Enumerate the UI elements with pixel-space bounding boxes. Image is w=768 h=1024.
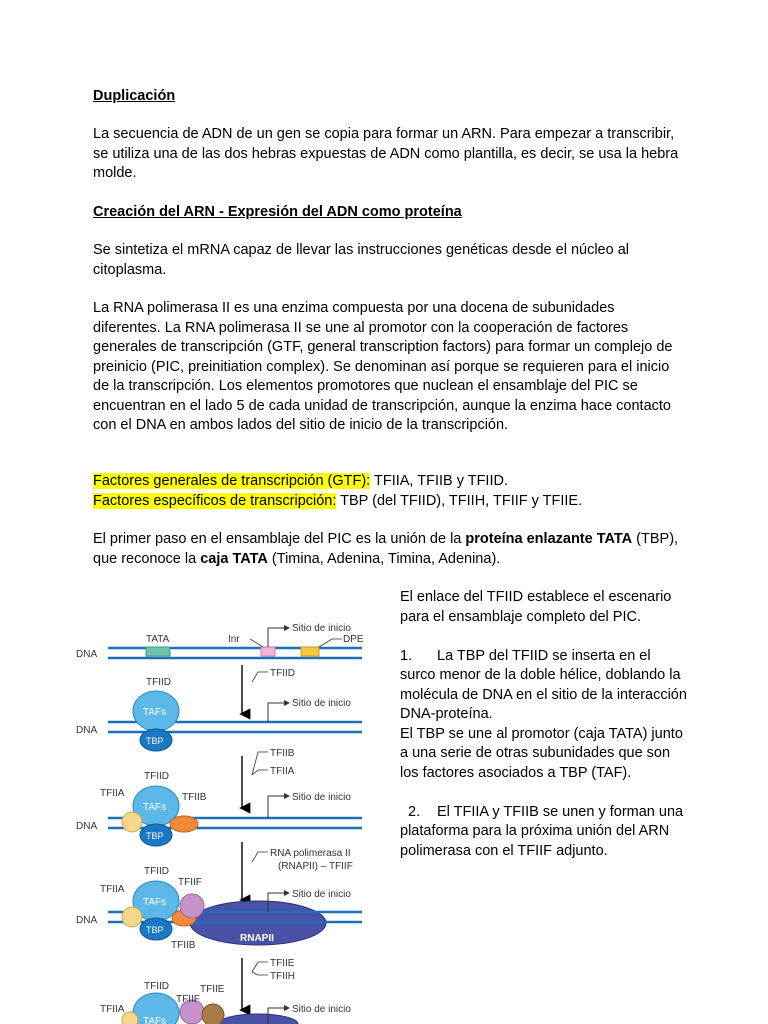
tfiif-blob-4 bbox=[180, 894, 204, 918]
start-site-arrowhead-2 bbox=[284, 700, 290, 706]
dpe-label: DPE bbox=[343, 634, 364, 645]
start-site-arrowhead-5 bbox=[284, 1005, 290, 1011]
tbp-label-2: TBP bbox=[146, 736, 164, 746]
tfiia-label-5: TFIIA bbox=[100, 1004, 125, 1015]
side-column bbox=[400, 588, 690, 861]
tafs-label-2: TAFs bbox=[143, 707, 167, 718]
tfiie-label-5: TFIIE bbox=[200, 984, 225, 995]
dna-label-3: DNA bbox=[76, 821, 98, 832]
item-1-number: 1. bbox=[400, 647, 413, 664]
tafs-label-5: TAFs bbox=[143, 1016, 167, 1024]
side-intro: El enlace del TFIID establece el escenario para el ensamblaje completo del PIC. bbox=[400, 589, 672, 625]
start-site-label-5: Sitio de inicio bbox=[292, 1004, 351, 1015]
heading-duplicacion: Duplicación bbox=[93, 88, 176, 104]
tfiia-blob-3 bbox=[122, 812, 142, 832]
tfiid-label-3: TFIID bbox=[144, 771, 169, 782]
start-site-arrow-3 bbox=[268, 796, 284, 818]
panel-tfiid bbox=[76, 677, 362, 751]
tfiif-label-5: TFIIF bbox=[176, 994, 200, 1005]
rnapii-tfiif-label: (RNAPII) – TFIIF bbox=[278, 861, 353, 872]
gtf-line bbox=[93, 472, 683, 492]
tfiie-blob-5 bbox=[202, 1004, 224, 1024]
dna-label-2: DNA bbox=[76, 725, 98, 736]
start-site-arrow-2 bbox=[268, 703, 284, 722]
dna-label-4: DNA bbox=[76, 915, 98, 926]
start-site-arrowhead-3 bbox=[284, 793, 290, 799]
tata-bold-tbp: proteína enlazante TATA bbox=[465, 531, 633, 547]
paragraph-mrna: Se sintetiza el mRNA capaz de llevar las instrucciones genéticas desde el núcleo al citoplasma. bbox=[93, 242, 629, 278]
start-site-arrowhead-1 bbox=[284, 625, 290, 631]
gtf-value: TFIIA, TFIIB y TFIID. bbox=[370, 473, 508, 489]
paragraph-adn-copia: La secuencia de ADN de un gen se copia para formar un ARN. Para empezar a transcribir, se utiliza una de las dos hebras expuestas de ADN como plantilla, es decir, se usa la hebra molde. bbox=[93, 126, 679, 181]
tata-label: TATA bbox=[146, 634, 170, 645]
tfiia-label-3: TFIIA bbox=[100, 788, 125, 799]
rnapii-label-4: RNAPII bbox=[240, 933, 274, 944]
panel-promoter bbox=[76, 623, 364, 660]
tfiia-add-label: TFIIA bbox=[270, 766, 295, 777]
tfiib-add-pointer bbox=[252, 752, 268, 775]
dpe-box bbox=[301, 647, 319, 656]
inr-label: Inr bbox=[228, 634, 240, 645]
tfiia-blob-4 bbox=[122, 907, 142, 927]
tfiia-label-4: TFIIA bbox=[100, 884, 125, 895]
start-site-label-3: Sitio de inicio bbox=[292, 792, 351, 803]
item-2-number: 2. bbox=[408, 803, 421, 820]
specific-value: TBP (del TFIID), TFIIH, TFIIF y TFIIE. bbox=[336, 492, 583, 509]
tata-box bbox=[146, 647, 170, 656]
tfiih-add-label: TFIIH bbox=[270, 971, 295, 982]
start-site-label-1: Sitio de inicio bbox=[292, 623, 351, 634]
dna-label-1: DNA bbox=[76, 649, 98, 660]
tata-text-1: El primer paso en el ensamblaje del PIC es la unión de la bbox=[93, 531, 466, 547]
pic-assembly-diagram bbox=[70, 610, 370, 1024]
paragraph-tata bbox=[93, 530, 683, 569]
factors-block bbox=[93, 472, 683, 511]
rnapii-blob-5 bbox=[218, 1014, 298, 1024]
tfiid-label-4: TFIID bbox=[144, 866, 169, 877]
side-item-1 bbox=[400, 647, 690, 725]
rnapol-add-pointer bbox=[252, 852, 268, 862]
panel-rnapii bbox=[76, 866, 362, 951]
rnapol-label: RNA polimerasa II bbox=[270, 848, 351, 859]
start-site-arrow-1 bbox=[268, 628, 284, 647]
side-item-2 bbox=[400, 803, 690, 862]
tfiid-add-label: TFIID bbox=[270, 668, 295, 679]
panel-tfiia-tfiib bbox=[76, 771, 362, 846]
tfiie-add-label: TFIIE bbox=[270, 958, 295, 969]
tata-text-2: (TBP), que reconoce la bbox=[93, 531, 679, 567]
side-item-1b: El TBP se une al promotor (caja TATA) junto a una serie de otras subunidades que son los factores asociados a TBP (TAF). bbox=[400, 725, 683, 781]
paragraph-rna-polimerasa: La RNA polimerasa II es una enzima compuesta por una docena de subunidades diferentes. La RNA polimerasa II se une al promotor con la cooperación de factores generales de transcripción (GTF, general transcription factors) para formar un complejo de preinicio (PIC, preinitiation complex). Se denominan así porque se requieren para el inicio de la transcripción. Los elementos promotores que nuclean el ensamblaje del PIC se encuentran en el lado 5 de cada unidad de transcripción, aunque la enzima hace contacto con el DNA en ambos lados del sitio de inicio de la transcripción. bbox=[93, 300, 673, 433]
tfiib-label-4: TFIIB bbox=[171, 940, 196, 951]
tfiid-label-5: TFIID bbox=[144, 981, 169, 992]
panel-tfiie-tfiih bbox=[100, 981, 351, 1024]
item-2-text: El TFIIA y TFIIB se unen y forman una plataforma para la próxima unión del ARN polimerasa con el TFIIF adjunto. bbox=[400, 803, 684, 859]
tbp-label-3: TBP bbox=[146, 831, 164, 841]
tfiid-add-pointer bbox=[252, 672, 268, 682]
tfiib-add-label: TFIIB bbox=[270, 748, 295, 759]
inr-box bbox=[261, 647, 275, 656]
item-1-text: La TBP del TFIID se inserta en el surco menor de la doble hélice, doblando la molécula de DNA en el sitio de la interacción DNA-proteína. bbox=[400, 647, 687, 722]
tafs-label-4: TAFs bbox=[143, 897, 167, 908]
specific-label: Factores específicos de transcripción: bbox=[93, 492, 337, 509]
tfiie-add-pointer bbox=[252, 962, 268, 972]
start-site-arrowhead-4 bbox=[284, 890, 290, 896]
tfiih-add-pointer bbox=[252, 972, 268, 975]
tata-bold-caja: caja TATA bbox=[200, 550, 268, 567]
tfiia-add-pointer bbox=[252, 770, 268, 775]
tata-text-3: (Timina, Adenina, Timina, Adenina). bbox=[267, 550, 501, 567]
specific-line bbox=[93, 492, 683, 512]
tafs-label-3: TAFs bbox=[143, 802, 167, 813]
tfiib-blob-3 bbox=[170, 816, 198, 832]
heading-creacion-arn: Creación del ARN - Expresión del ADN como proteína bbox=[93, 204, 462, 220]
tfiib-label-3: TFIIB bbox=[182, 792, 207, 803]
start-site-label-4: Sitio de inicio bbox=[292, 889, 351, 900]
tfiif-label-4: TFIIF bbox=[178, 877, 202, 888]
gtf-label: Factores generales de transcripción (GTF): bbox=[93, 473, 371, 489]
dpe-pointer bbox=[319, 639, 342, 647]
tfiid-label-2: TFIID bbox=[146, 677, 171, 688]
start-site-label-2: Sitio de inicio bbox=[292, 698, 351, 709]
tbp-label-4: TBP bbox=[146, 925, 164, 935]
inr-pointer bbox=[250, 639, 263, 647]
